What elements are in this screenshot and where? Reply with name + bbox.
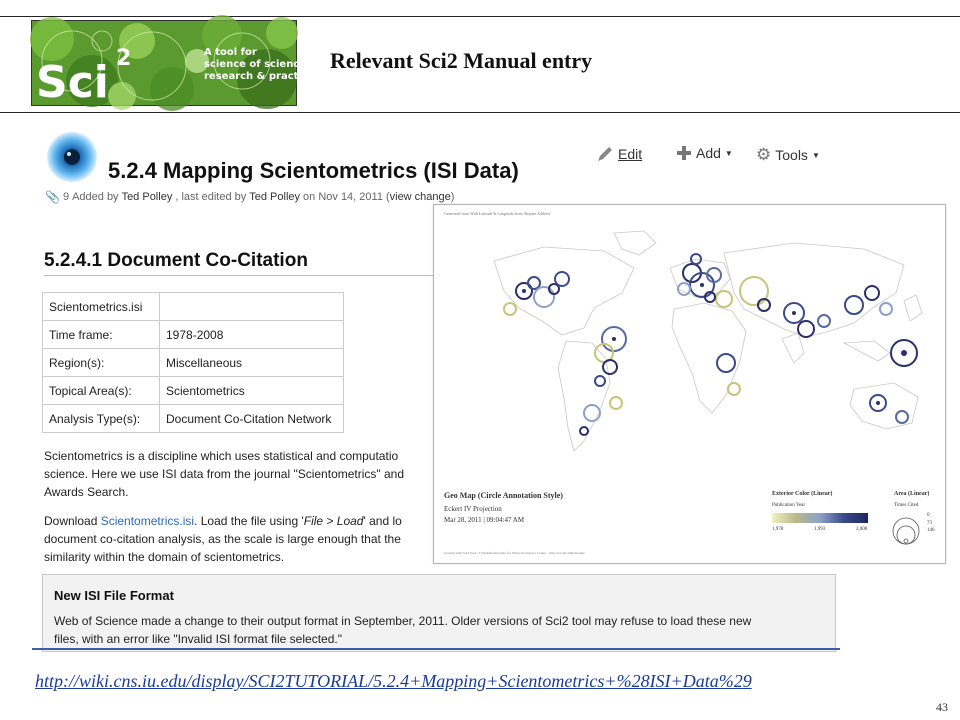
- section-rule: [44, 275, 444, 276]
- author-link[interactable]: Ted Polley: [121, 191, 173, 203]
- tools-label: Tools: [775, 147, 808, 163]
- legend-area-tick: 73: [927, 521, 932, 526]
- edit-date: on Nov 14, 2011: [303, 191, 383, 203]
- legend-area-tick: 0: [927, 513, 930, 518]
- map-header-note: Generated from With Latitude & Longitude from 'Reprint Address': [444, 211, 551, 216]
- note-title: New ISI File Format: [54, 588, 174, 603]
- intro-paragraph: Scientometrics is a discipline which uses statistical and computatio science. Here we use ISI data from the journal "Scientometrics" and Awards Search.: [44, 449, 405, 499]
- table-row: [43, 405, 344, 433]
- legend-color-ramp: [772, 513, 868, 523]
- wiki-space-icon: [46, 131, 98, 183]
- tools-menu-button[interactable]: [756, 145, 820, 165]
- dataset-info-table: [42, 292, 344, 433]
- scientometrics-isi-link[interactable]: Scientometrics.isi: [100, 514, 195, 528]
- map-footer: Created with Sci2 Tool | Cyberinfrastructure for Network Science Center · http://sci.slis.indiana.edu/: [444, 551, 585, 555]
- edit-button[interactable]: [596, 145, 642, 163]
- last-edited-label: , last edited by: [175, 191, 247, 203]
- legend-color-subtitle: Publication Year: [772, 503, 806, 508]
- manual-url-link[interactable]: http://wiki.cns.iu.edu/display/SCI2TUTORIAL/5.2.4+Mapping+Scientometrics+%28ISI+Data%29: [35, 671, 752, 691]
- note-text: Web of Science made a change to their output format in September, 2011. Older versions of Sci2 tool may refuse to load these new files, with an error like "Invalid ISI format file selected.": [54, 614, 752, 646]
- header-bottom-rule: [0, 112, 960, 113]
- legend-color-tick: 1,993: [814, 527, 826, 532]
- map-timestamp: Mar 28, 2011 | 09:04:47 AM: [444, 516, 525, 524]
- svg-text:research & practice: research & practice: [204, 71, 315, 82]
- legend-area-tick: 146: [927, 528, 935, 533]
- added-by-label: Added by: [72, 191, 119, 203]
- plus-icon: [676, 145, 692, 161]
- chevron-down-icon: ▼: [811, 150, 820, 160]
- legend-color-tick: 2,008: [856, 527, 868, 532]
- add-label: Add: [696, 145, 721, 161]
- legend-color-title: Exterior Color (Linear): [772, 491, 833, 497]
- table-value: Document Co-Citation Network: [160, 405, 344, 433]
- legend-area-subtitle: Times Cited: [894, 503, 919, 508]
- table-cell: [160, 293, 344, 321]
- map-projection: Eckert IV Projection: [444, 505, 502, 513]
- page-number: 43: [936, 700, 948, 714]
- table-key: Time frame:: [43, 321, 160, 349]
- attachment-count[interactable]: 9: [62, 191, 70, 203]
- sci2-logo: [31, 20, 315, 108]
- edit-label: Edit: [618, 146, 643, 162]
- table-value: Scientometrics: [160, 377, 344, 405]
- legend-color-tick: 1,978: [772, 527, 784, 532]
- table-row: [43, 349, 344, 377]
- map-title: Geo Map (Circle Annotation Style): [444, 491, 563, 500]
- chevron-down-icon: ▼: [724, 148, 733, 158]
- legend-area-circles: [892, 511, 924, 547]
- table-row: [43, 321, 344, 349]
- header-top-rule: [0, 16, 960, 17]
- paperclip-icon: 📎: [45, 190, 60, 204]
- logo-wordmark: Sci: [36, 57, 109, 108]
- table-header-cell: Scientometrics.isi: [43, 293, 160, 321]
- gear-icon: ⚙: [756, 145, 772, 164]
- table-key: Topical Area(s):: [43, 377, 160, 405]
- url-divider: [32, 648, 840, 650]
- legend-area-title: Area (Linear): [894, 491, 930, 497]
- table-key: Region(s):: [43, 349, 160, 377]
- wiki-page-title: 5.2.4 Mapping Scientometrics (ISI Data): [108, 158, 519, 183]
- instructions-paragraph: Download Scientometrics.isi. Load the file using 'File > Load' and lo document co-citation analysis, as the scale is large enough that the similarity within the domain of scientometrics.: [44, 514, 402, 564]
- logo-superscript: 2: [116, 46, 132, 71]
- section-heading: 5.2.4.1 Document Co-Citation: [44, 250, 308, 271]
- geo-map-image: [433, 204, 946, 564]
- world-map: [434, 213, 945, 493]
- table-value: Miscellaneous: [160, 349, 344, 377]
- svg-text:A tool for: A tool for: [204, 47, 257, 58]
- editor-link[interactable]: Ted Polley: [249, 191, 301, 203]
- table-key: Analysis Type(s):: [43, 405, 160, 433]
- view-change-link[interactable]: view change: [389, 191, 451, 203]
- table-value: 1978-2008: [160, 321, 344, 349]
- slide-title: Relevant Sci2 Manual entry: [330, 48, 593, 73]
- page-metadata: 📎 9 Added by Ted Polley , last edited by Ted Polley on Nov 14, 2011 (view change): [45, 190, 455, 204]
- table-row: [43, 293, 344, 321]
- svg-text:science of science: science of science: [204, 59, 307, 70]
- table-row: [43, 377, 344, 405]
- add-menu-button[interactable]: [676, 145, 733, 161]
- pencil-icon: [596, 145, 614, 163]
